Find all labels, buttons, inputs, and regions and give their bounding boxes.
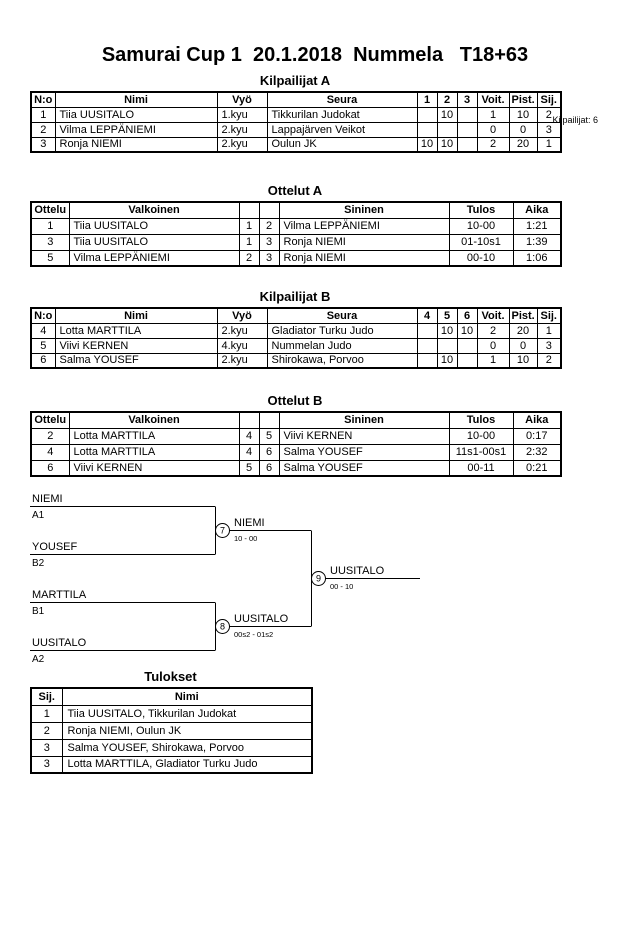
table-cell: 5 — [259, 428, 279, 444]
table-cell: Tiia UUSITALO — [69, 234, 239, 250]
table-cell — [417, 107, 437, 122]
table-row — [31, 234, 561, 250]
table-cell: 4.kyu — [217, 338, 267, 353]
table-cell: 11s1-00s1 — [449, 444, 513, 460]
header-row — [31, 412, 561, 428]
table-cell: 3 — [537, 122, 561, 137]
column-header: 3 — [457, 92, 477, 107]
column-header: Voit. — [477, 308, 509, 323]
table-row — [31, 705, 312, 722]
table-cell: 2 — [31, 722, 62, 739]
match-score: 00s2 - 01s2 — [234, 630, 274, 639]
table-cell: Vilma LEPPÄNIEMI — [69, 250, 239, 266]
table-cell: 2 — [537, 353, 561, 368]
table-cell: 3 — [31, 739, 62, 756]
results-title: Tulokset — [144, 669, 197, 684]
table-cell: Lappajärven Veikot — [267, 122, 417, 137]
table-cell: 1.kyu — [217, 107, 267, 122]
table-cell — [457, 137, 477, 152]
table-cell: 10 — [509, 353, 537, 368]
column-header: Sininen — [279, 202, 449, 218]
page-title: Samurai Cup 1 20.1.2018 Nummela T18+63 — [101, 44, 529, 66]
table-cell: Salma YOUSEF — [279, 460, 449, 476]
table-cell: Viivi KERNEN — [279, 428, 449, 444]
section-results — [30, 669, 311, 774]
table-cell: 1 — [31, 218, 69, 234]
column-header: Tulos — [449, 412, 513, 428]
table-cell: Gladiator Turku Judo — [267, 323, 417, 338]
competitors-count-label: Kilpailijat: 6 — [552, 115, 598, 125]
table-cell: 1 — [31, 705, 62, 722]
table-cell: 1 — [537, 137, 561, 152]
table-cell: Shirokawa, Porvoo — [267, 353, 417, 368]
column-header: Vyö — [217, 308, 267, 323]
table-cell: 2.kyu — [217, 137, 267, 152]
section-matches-b — [30, 393, 560, 477]
table-cell: 5 — [239, 460, 259, 476]
table-cell: Viivi KERNEN — [55, 338, 217, 353]
column-header: Sininen — [279, 412, 449, 428]
column-header: Nimi — [62, 688, 312, 705]
column-header: Seura — [267, 308, 417, 323]
table-cell: 2 — [31, 428, 69, 444]
column-header: Sij. — [31, 688, 62, 705]
match-winner-name: UUSITALO — [234, 613, 289, 625]
column-header: 6 — [457, 308, 477, 323]
table-cell: 4 — [239, 428, 259, 444]
table-cell: Ronja NIEMI, Oulun JK — [62, 722, 312, 739]
table-cell: 4 — [31, 444, 69, 460]
table-cell: 2 — [31, 122, 55, 137]
elimination-bracket — [30, 489, 600, 667]
header-row — [31, 92, 561, 107]
bracket-competitor-name: NIEMI — [32, 493, 63, 505]
table-cell: 2 — [537, 107, 561, 122]
table-cell: 1 — [239, 234, 259, 250]
table-row — [31, 428, 561, 444]
table-cell: Ronja NIEMI — [55, 137, 217, 152]
bracket-competitor-name: MARTTILA — [32, 589, 87, 601]
table-cell: Salma YOUSEF, Shirokawa, Porvoo — [62, 739, 312, 756]
table-row — [31, 460, 561, 476]
section-pool-a — [30, 73, 560, 153]
section-pool-b — [30, 289, 560, 369]
table-cell: 3 — [31, 756, 62, 773]
table-cell: 0 — [509, 122, 537, 137]
table-cell: 2.kyu — [217, 323, 267, 338]
table-cell: 00-11 — [449, 460, 513, 476]
table-row — [31, 122, 561, 137]
table-row — [31, 137, 561, 152]
table-cell: 10 — [417, 137, 437, 152]
column-header: Pist. — [509, 308, 537, 323]
table-cell: Salma YOUSEF — [55, 353, 217, 368]
table-row — [31, 338, 561, 353]
table-cell: 20 — [509, 323, 537, 338]
table-cell: 3 — [31, 234, 69, 250]
match-winner-name: UUSITALO — [330, 565, 385, 577]
column-header: Vyö — [217, 92, 267, 107]
table-cell: 10 — [437, 137, 457, 152]
pool-a-table — [30, 91, 562, 153]
table-cell — [437, 122, 457, 137]
bracket-seed-label: A2 — [32, 654, 45, 665]
column-header: Pist. — [509, 92, 537, 107]
column-header: Tulos — [449, 202, 513, 218]
table-cell — [417, 338, 437, 353]
table-cell: Ronja NIEMI — [279, 234, 449, 250]
table-cell: Vilma LEPPÄNIEMI — [55, 122, 217, 137]
table-cell — [417, 323, 437, 338]
table-row — [31, 722, 312, 739]
results-table — [30, 687, 313, 774]
table-cell: Tiia UUSITALO, Tikkurilan Judokat — [62, 705, 312, 722]
table-cell — [457, 107, 477, 122]
table-cell — [417, 122, 437, 137]
table-cell: 1:06 — [513, 250, 561, 266]
table-cell: 1 — [477, 353, 509, 368]
table-cell: Vilma LEPPÄNIEMI — [279, 218, 449, 234]
table-cell: 00-10 — [449, 250, 513, 266]
bracket-seed-label: B2 — [32, 558, 45, 569]
header-row — [31, 688, 312, 705]
pool-b-table — [30, 307, 562, 369]
header-row — [31, 308, 561, 323]
column-header: 4 — [417, 308, 437, 323]
column-header: Aika — [513, 202, 561, 218]
table-cell: Lotta MARTTILA — [55, 323, 217, 338]
matches-a-title: Ottelut A — [267, 183, 323, 198]
matches-b-title: Ottelut B — [267, 393, 323, 408]
column-header: Valkoinen — [69, 412, 239, 428]
bracket-competitor-name: UUSITALO — [32, 637, 87, 649]
table-cell: 5 — [31, 338, 55, 353]
table-row — [31, 218, 561, 234]
match-score: 00 - 10 — [330, 582, 354, 591]
table-cell: 10 — [437, 353, 457, 368]
column-header: Ottelu — [31, 412, 69, 428]
section-matches-a — [30, 183, 560, 267]
column-header: N:o — [31, 308, 55, 323]
table-cell: 0:17 — [513, 428, 561, 444]
table-row — [31, 323, 561, 338]
table-cell: 1 — [239, 218, 259, 234]
match-score: 10 - 00 — [234, 534, 258, 543]
bracket-seed-label: A1 — [32, 510, 45, 521]
table-cell: Nummelan Judo — [267, 338, 417, 353]
table-cell: Viivi KERNEN — [69, 460, 239, 476]
header-row — [31, 202, 561, 218]
column-header: Aika — [513, 412, 561, 428]
table-cell: 3 — [259, 250, 279, 266]
table-cell: 3 — [259, 234, 279, 250]
table-cell — [457, 122, 477, 137]
table-cell: 5 — [31, 250, 69, 266]
column-header: N:o — [31, 92, 55, 107]
column-header: 2 — [437, 92, 457, 107]
table-cell — [457, 338, 477, 353]
table-cell: 4 — [239, 444, 259, 460]
column-header — [239, 202, 259, 218]
table-cell: 2 — [477, 323, 509, 338]
table-cell: 10 — [437, 323, 457, 338]
table-cell: Ronja NIEMI — [279, 250, 449, 266]
matches-a-table — [30, 201, 562, 267]
table-cell: 3 — [537, 338, 561, 353]
table-row — [31, 353, 561, 368]
table-cell: 6 — [31, 353, 55, 368]
table-cell: 6 — [31, 460, 69, 476]
table-cell: 0:21 — [513, 460, 561, 476]
table-row — [31, 444, 561, 460]
table-cell: 20 — [509, 137, 537, 152]
table-cell: Tiia UUSITALO — [55, 107, 217, 122]
table-cell: 4 — [31, 323, 55, 338]
match-winner-name: NIEMI — [234, 517, 265, 529]
table-cell: 3 — [31, 137, 55, 152]
table-cell: 2.kyu — [217, 353, 267, 368]
table-cell: Lotta MARTTILA, Gladiator Turku Judo — [62, 756, 312, 773]
table-cell — [437, 338, 457, 353]
table-cell: 10 — [509, 107, 537, 122]
table-cell: Oulun JK — [267, 137, 417, 152]
table-cell: 0 — [477, 122, 509, 137]
table-cell: 2 — [259, 218, 279, 234]
table-cell: 10-00 — [449, 218, 513, 234]
pool-b-title: Kilpailijat B — [259, 289, 331, 304]
column-header: Sij. — [537, 92, 561, 107]
table-cell: 01-10s1 — [449, 234, 513, 250]
table-cell: 2 — [477, 137, 509, 152]
column-header: Nimi — [55, 92, 217, 107]
table-cell — [417, 353, 437, 368]
table-cell: 6 — [259, 460, 279, 476]
table-cell: 10 — [437, 107, 457, 122]
table-cell: 2 — [239, 250, 259, 266]
table-cell: 2:32 — [513, 444, 561, 460]
table-cell: Lotta MARTTILA — [69, 428, 239, 444]
column-header: Nimi — [55, 308, 217, 323]
column-header: Voit. — [477, 92, 509, 107]
matches-b-table — [30, 411, 562, 477]
column-header — [239, 412, 259, 428]
table-cell: Salma YOUSEF — [279, 444, 449, 460]
column-header: 1 — [417, 92, 437, 107]
table-cell: 1 — [477, 107, 509, 122]
column-header: Valkoinen — [69, 202, 239, 218]
table-cell: 1 — [31, 107, 55, 122]
match-number: 8 — [219, 621, 226, 632]
table-cell: 2.kyu — [217, 122, 267, 137]
column-header: Sij. — [537, 308, 561, 323]
table-cell: 1:39 — [513, 234, 561, 250]
table-row — [31, 739, 312, 756]
table-cell: Tiia UUSITALO — [69, 218, 239, 234]
table-row — [31, 107, 561, 122]
bracket-seed-label: B1 — [32, 606, 45, 617]
column-header — [259, 412, 279, 428]
pool-a-title: Kilpailijat A — [259, 73, 331, 88]
column-header: Ottelu — [31, 202, 69, 218]
table-row — [31, 756, 312, 773]
table-cell: 0 — [477, 338, 509, 353]
table-cell: Lotta MARTTILA — [69, 444, 239, 460]
column-header — [259, 202, 279, 218]
table-row — [31, 250, 561, 266]
match-number: 9 — [315, 573, 322, 584]
table-cell: 0 — [509, 338, 537, 353]
table-cell: 1:21 — [513, 218, 561, 234]
table-cell: 6 — [259, 444, 279, 460]
column-header: Seura — [267, 92, 417, 107]
bracket-competitor-name: YOUSEF — [32, 541, 78, 553]
table-cell: 10-00 — [449, 428, 513, 444]
match-number: 7 — [219, 525, 226, 536]
table-cell: Tikkurilan Judokat — [267, 107, 417, 122]
table-cell — [457, 353, 477, 368]
column-header: 5 — [437, 308, 457, 323]
table-cell: 1 — [537, 323, 561, 338]
table-cell: 10 — [457, 323, 477, 338]
